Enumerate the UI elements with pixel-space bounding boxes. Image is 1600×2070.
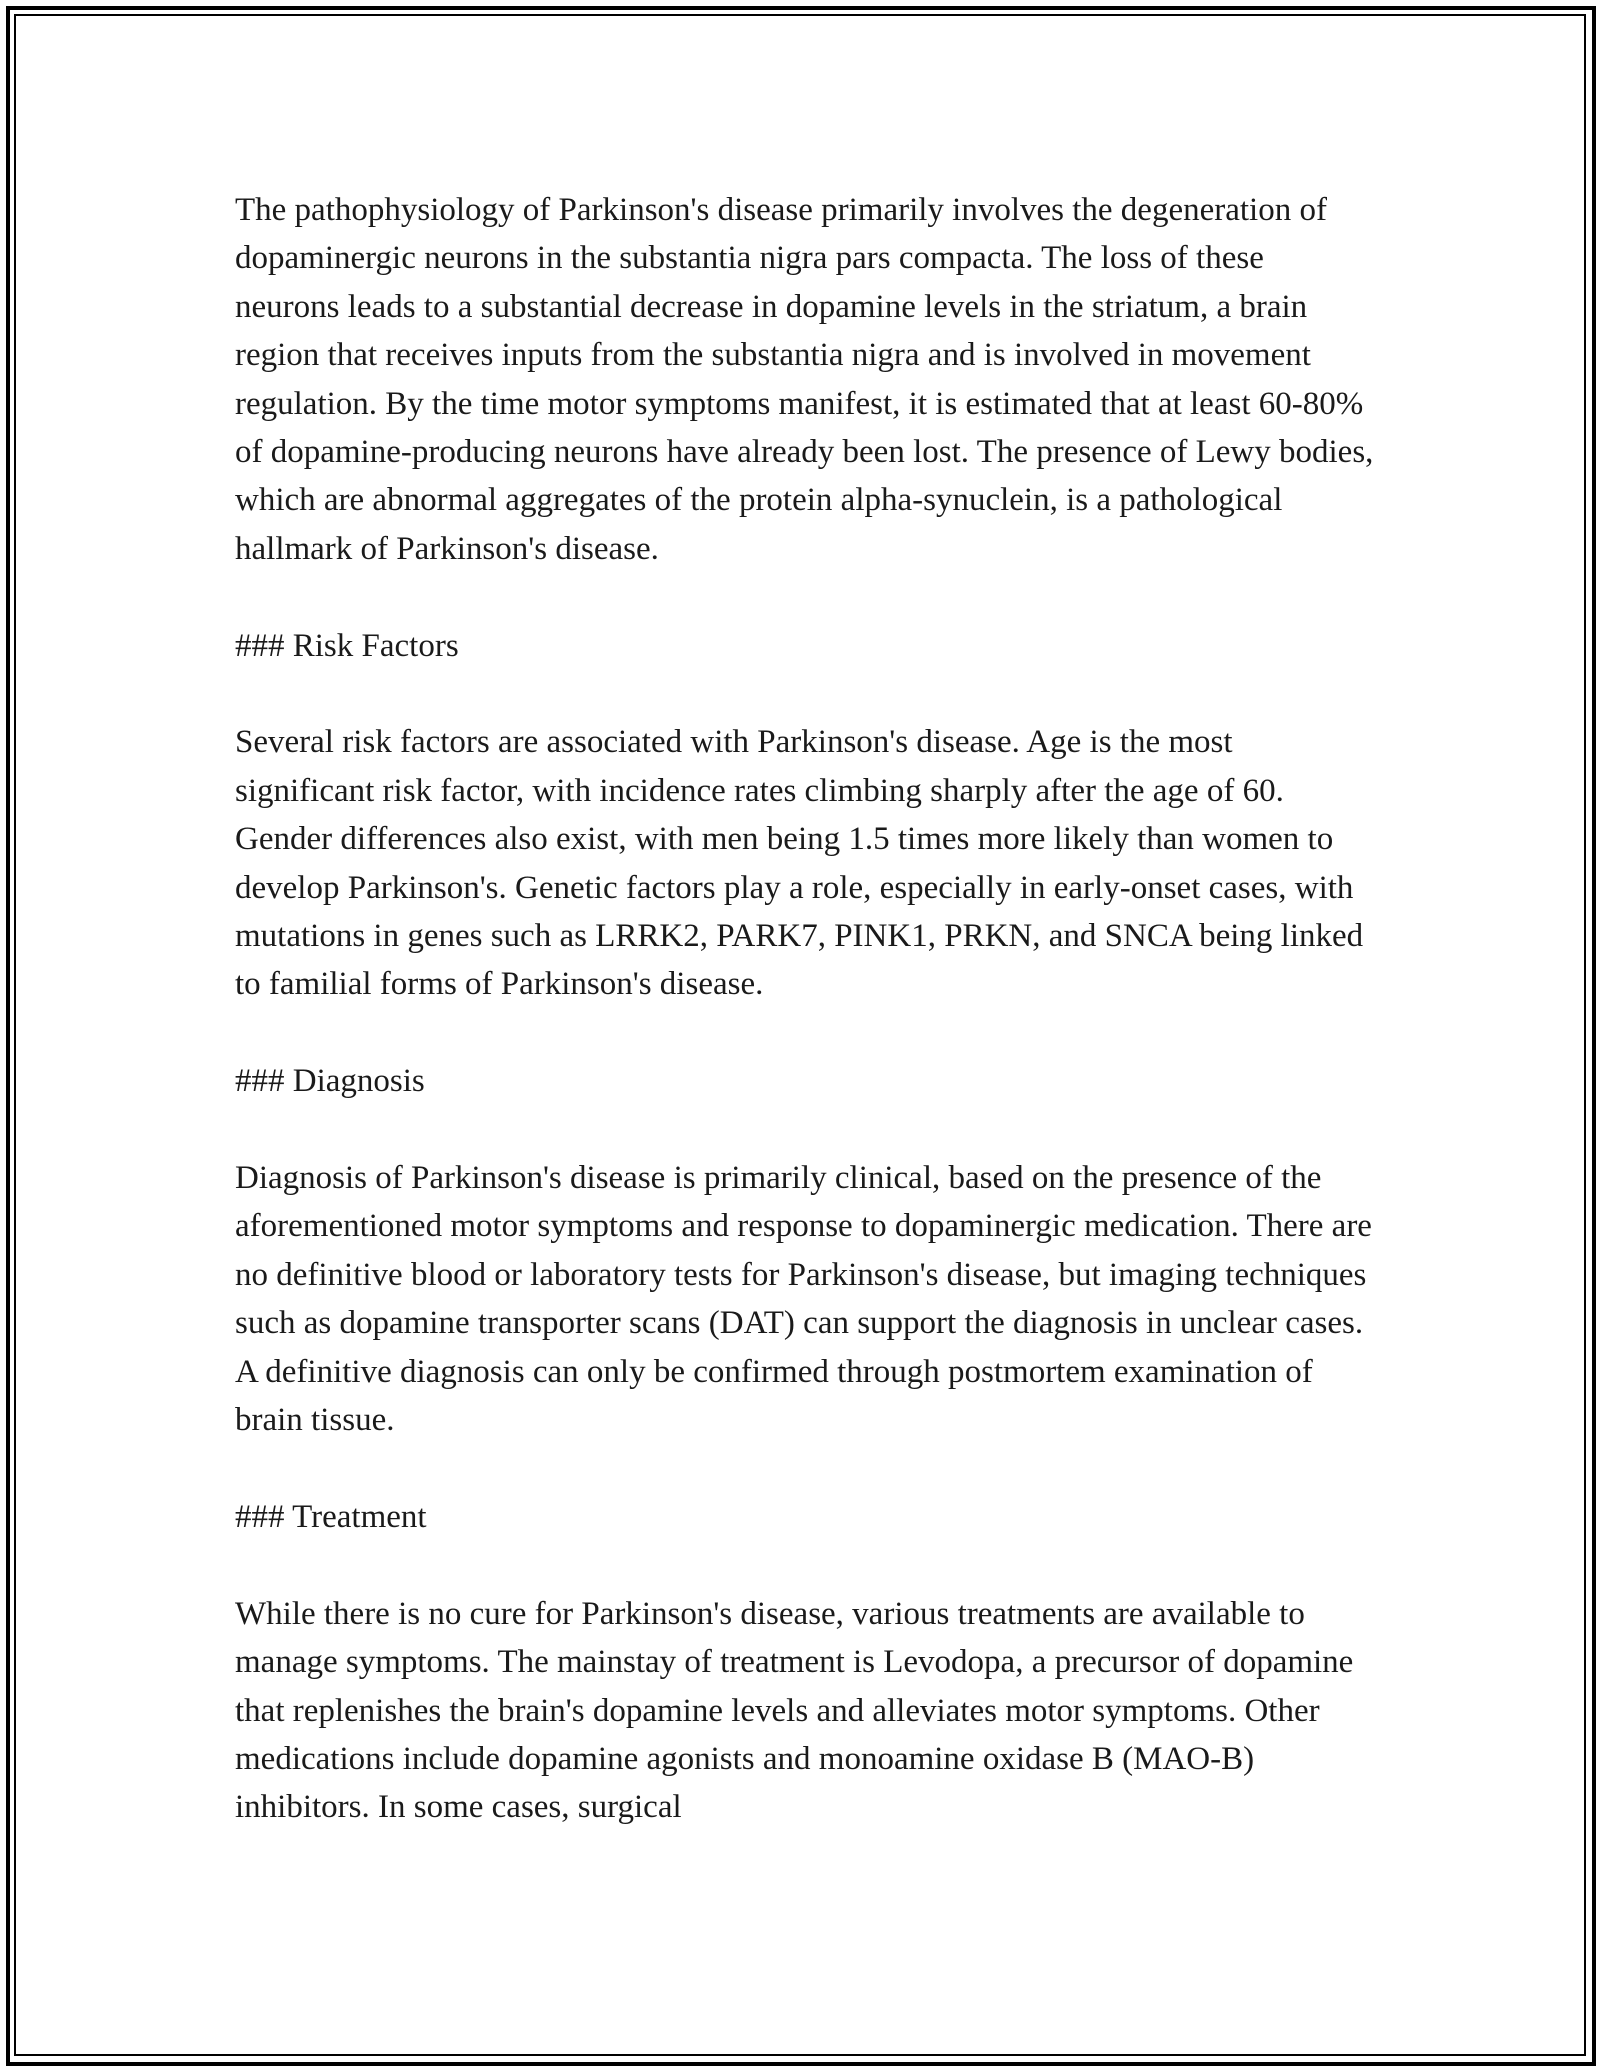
paragraph-treatment: While there is no cure for Parkinson's disease, various treatments are available to manage symptoms. The mainstay of treatment is Levodopa, a precursor of dopamine that replenishes the brain's dopamine levels and alleviates motor symptoms. Other medications include dopamine agonists and monoamine oxidase B (MAO-B) inhibitors. In some cases, surgical <box>235 1595 1354 1826</box>
heading-treatment: ### Treatment <box>235 1498 427 1535</box>
document-body <box>235 186 1375 1832</box>
paragraph-diagnosis: Diagnosis of Parkinson's disease is primarily clinical, based on the presence of the aforementioned motor symptoms and response to dopaminergic medication. There are no definitive blood or laboratory tests for Parkinson's disease, but imaging techniques such as dopamine transporter scans (DAT) can support the diagnosis in unclear cases. A definitive diagnosis can only be confirmed through postmortem examination of brain tissue. <box>235 1160 1372 1439</box>
heading-risk-factors: ### Risk Factors <box>235 627 459 664</box>
paragraph-risk-factors: Several risk factors are associated with Parkinson's disease. Age is the most significant risk factor, with incidence rates climbing sharply after the age of 60. Gender differences also exist, with men being 1.5 times more likely than women to develop Parkinson's. Genetic factors play a role, especially in early-onset cases, with mutations in genes such as LRRK2, PARK7, PINK1, PRKN, and SNCA being linked to familial forms of Parkinson's disease. <box>235 724 1364 1003</box>
paragraph-pathophysiology: The pathophysiology of Parkinson's disease primarily involves the degeneration of dopaminergic neurons in the substantia nigra pars compacta. The loss of these neurons leads to a substantial decrease in dopamine levels in the striatum, a brain region that receives inputs from the substantia nigra and is involved in movement regulation. By the time motor symptoms manifest, it is estimated that at least 60-80% of dopamine-producing neurons have already been lost. The presence of Lewy bodies, which are abnormal aggregates of the protein alpha-synuclein, is a pathological hallmark of Parkinson's disease. <box>235 192 1374 567</box>
heading-diagnosis: ### Diagnosis <box>235 1063 425 1100</box>
